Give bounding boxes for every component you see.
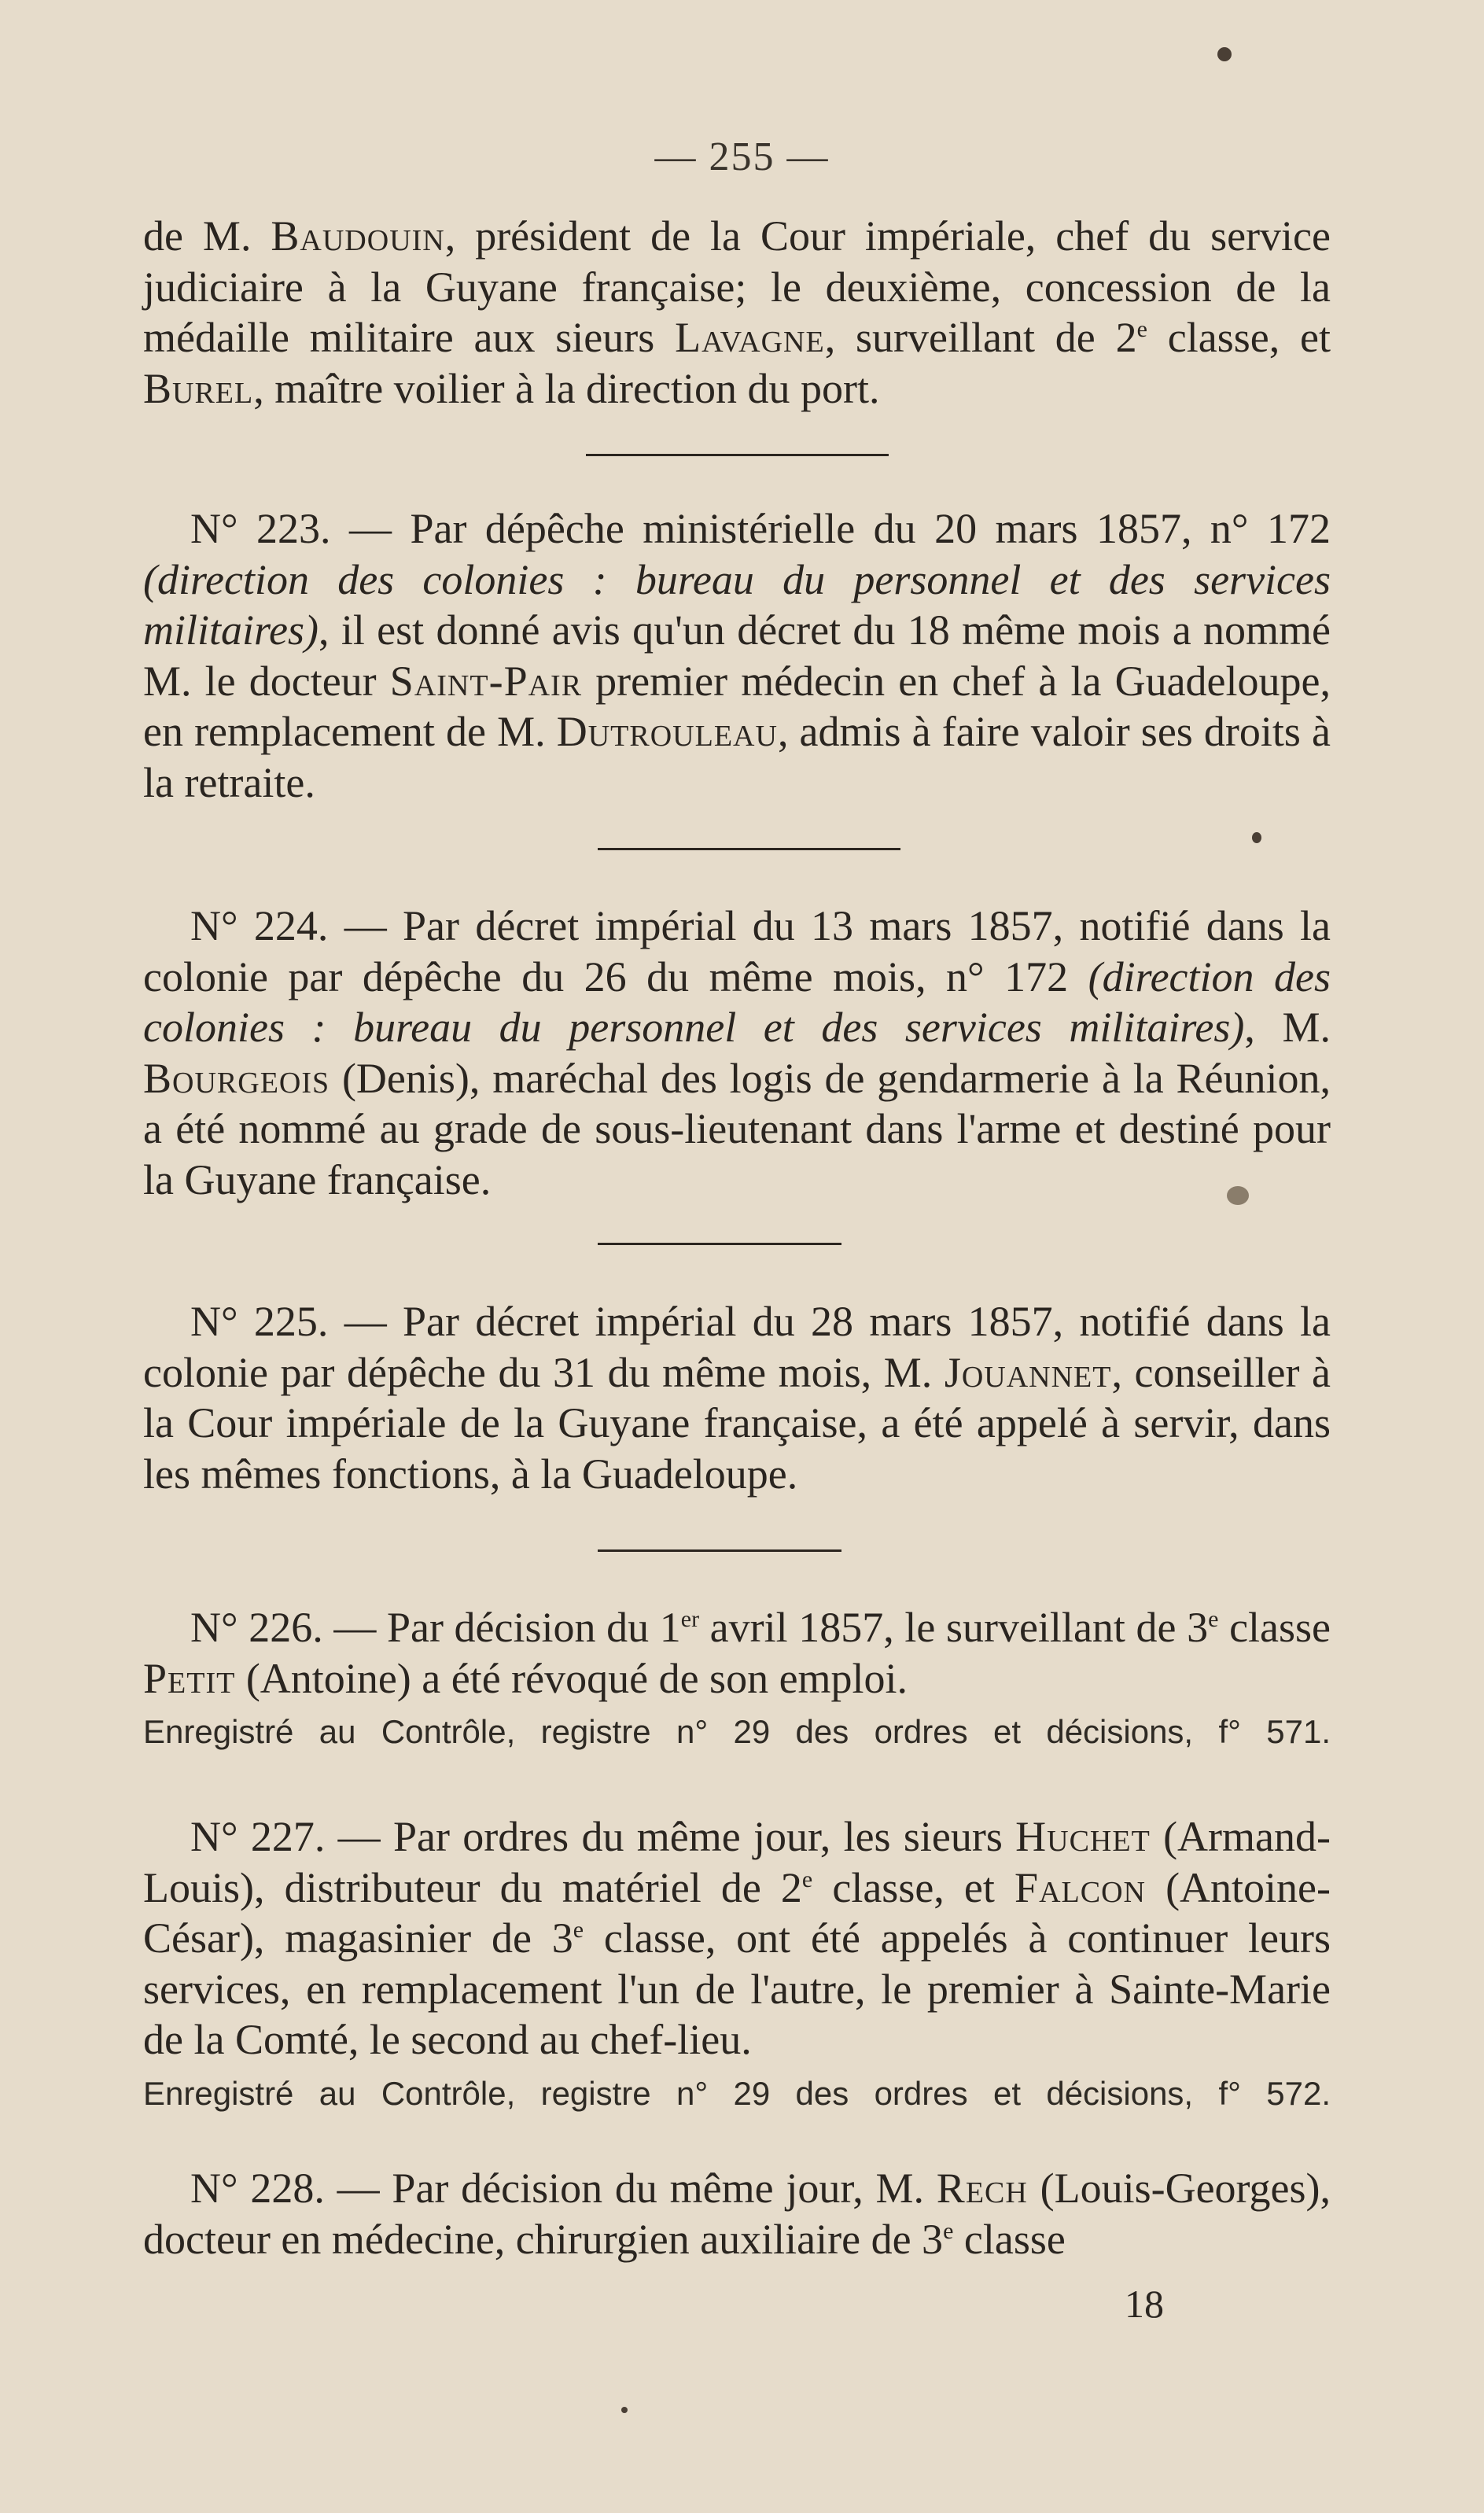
person-name: Lavagne <box>675 314 825 361</box>
superscript: er <box>680 1606 700 1632</box>
text-run: , surveillant de 2 <box>824 314 1137 361</box>
text-run: N° 223. — Par dépêche ministérielle du 20 mars 1857, n° 172 <box>190 505 1331 552</box>
text-run: N° 224. — Par décret impérial du 13 mars 1857, notifié dans la colonie par dépêche du 26 du même mois, n° 172 <box>143 902 1331 1000</box>
text-run: avril 1857, le surveillant de 3 <box>699 1604 1209 1651</box>
paragraph-text <box>143 503 1331 808</box>
italic-text: (direction des colonies : bureau du personnel et des services militaires) <box>143 953 1331 1051</box>
superscript: e <box>943 2217 954 2244</box>
person-name: Rech <box>936 2165 1028 2212</box>
paragraph-text <box>143 211 1331 414</box>
ink-speck <box>1217 47 1232 61</box>
text-run: N° 227. — Par ordres du même jour, les sieurs <box>190 1813 1016 1860</box>
person-name: Bourgeois <box>143 1054 330 1102</box>
entry-225 <box>143 1296 1331 1499</box>
person-name: Baudouin <box>271 212 445 260</box>
paragraph-continuation <box>143 211 1331 414</box>
text-run: , il est donné avis qu'un décret du 18 même mois a nommé M. le docteur <box>143 606 1331 705</box>
entry-224 <box>143 901 1331 1205</box>
text-run: , conseiller à la Cour impériale de la Guyane française, a été appelé à servir, dans les mêmes fonctions, à la Guadeloupe. <box>143 1348 1331 1498</box>
entry-228 <box>143 2163 1331 2264</box>
text-run: N° 228. — Par décision du même jour, M. <box>190 2165 937 2212</box>
italic-text: (direction des colonies : bureau du personnel et des services militaires) <box>143 555 1331 654</box>
section-divider <box>598 848 900 850</box>
text-run: , maître voilier à la direction du port. <box>253 364 880 412</box>
text-run: classe <box>953 2215 1066 2263</box>
page-signature: 18 <box>1125 2282 1164 2326</box>
person-name: Dutrouleau <box>556 708 778 755</box>
text-run: classe, ont été appelés à continuer leurs services, en remplacement l'un de l'autre, le premier à Sainte-Marie de la Comté, le second au chef-lieu. <box>143 1914 1331 2063</box>
text-run: classe, et <box>1147 314 1331 361</box>
entry-227 <box>143 1811 1331 2116</box>
superscript: e <box>573 1917 584 1943</box>
text-run: , président de la Cour impériale, chef du service judiciaire à la Guyane française; le deuxième, concession de la médaille militaire aux sieurs <box>143 212 1331 361</box>
person-name: Saint-Pair <box>389 657 583 705</box>
text-run: N° 226. — Par décision du 1 <box>190 1604 681 1651</box>
superscript: e <box>1136 316 1147 342</box>
entry-226 <box>143 1602 1331 1754</box>
ink-speck <box>1227 1186 1249 1205</box>
superscript: e <box>1208 1606 1219 1632</box>
section-divider <box>598 1243 841 1245</box>
person-name: Huchet <box>1015 1813 1151 1860</box>
paragraph-text <box>143 2163 1331 2264</box>
section-divider <box>598 1549 841 1552</box>
text-run: (Armand-Louis), distributeur du matériel de 2 <box>143 1813 1331 1911</box>
text-run: (Denis), maréchal des logis de gendarmerie à la Réunion, a été nommé au grade de sous-lieutenant dans l'arme et destiné pour la Guyane française. <box>143 1054 1331 1203</box>
text-run: (Antoine) a été révoqué de son emploi. <box>235 1654 908 1702</box>
superscript: e <box>801 1866 813 1892</box>
paragraph-text <box>143 901 1331 1205</box>
person-name: Petit <box>143 1654 236 1702</box>
text-run: (Antoine-César), magasinier de 3 <box>143 1863 1331 1962</box>
ink-speck <box>621 2407 628 2413</box>
paragraph-text <box>143 1811 1331 2065</box>
page-header: — 255 — <box>654 134 830 179</box>
person-name: Jouannet <box>944 1348 1112 1396</box>
text-run: classe, et <box>812 1863 1015 1911</box>
registration-note: Enregistré au Contrôle, registre n° 29 des ordres et décisions, f° 572. <box>143 2074 1331 2112</box>
paragraph-text <box>143 1602 1331 1704</box>
text-run: premier médecin en chef à la Guadeloupe, en remplacement de M. <box>143 657 1331 755</box>
text-run: , admis à faire valoir ses droits à la retraite. <box>143 708 1331 806</box>
text-run: de M. <box>143 212 271 260</box>
text-run: N° 225. — Par décret impérial du 28 mars 1857, notifié dans la colonie par dépêche du 31 du même mois, M. <box>143 1298 1331 1396</box>
person-name: Falcon <box>1014 1863 1146 1911</box>
section-divider <box>586 454 889 456</box>
registration-note: Enregistré au Contrôle, registre n° 29 des ordres et décisions, f° 571. <box>143 1713 1331 1750</box>
entry-223 <box>143 503 1331 808</box>
text-run: classe <box>1218 1604 1331 1651</box>
text-run: , M. <box>1244 1004 1331 1051</box>
ink-speck <box>1252 832 1261 843</box>
person-name: Burel <box>143 364 254 412</box>
paragraph-text <box>143 1296 1331 1499</box>
text-run: (Louis-Georges), docteur en médecine, chirurgien auxiliaire de 3 <box>143 2165 1331 2263</box>
